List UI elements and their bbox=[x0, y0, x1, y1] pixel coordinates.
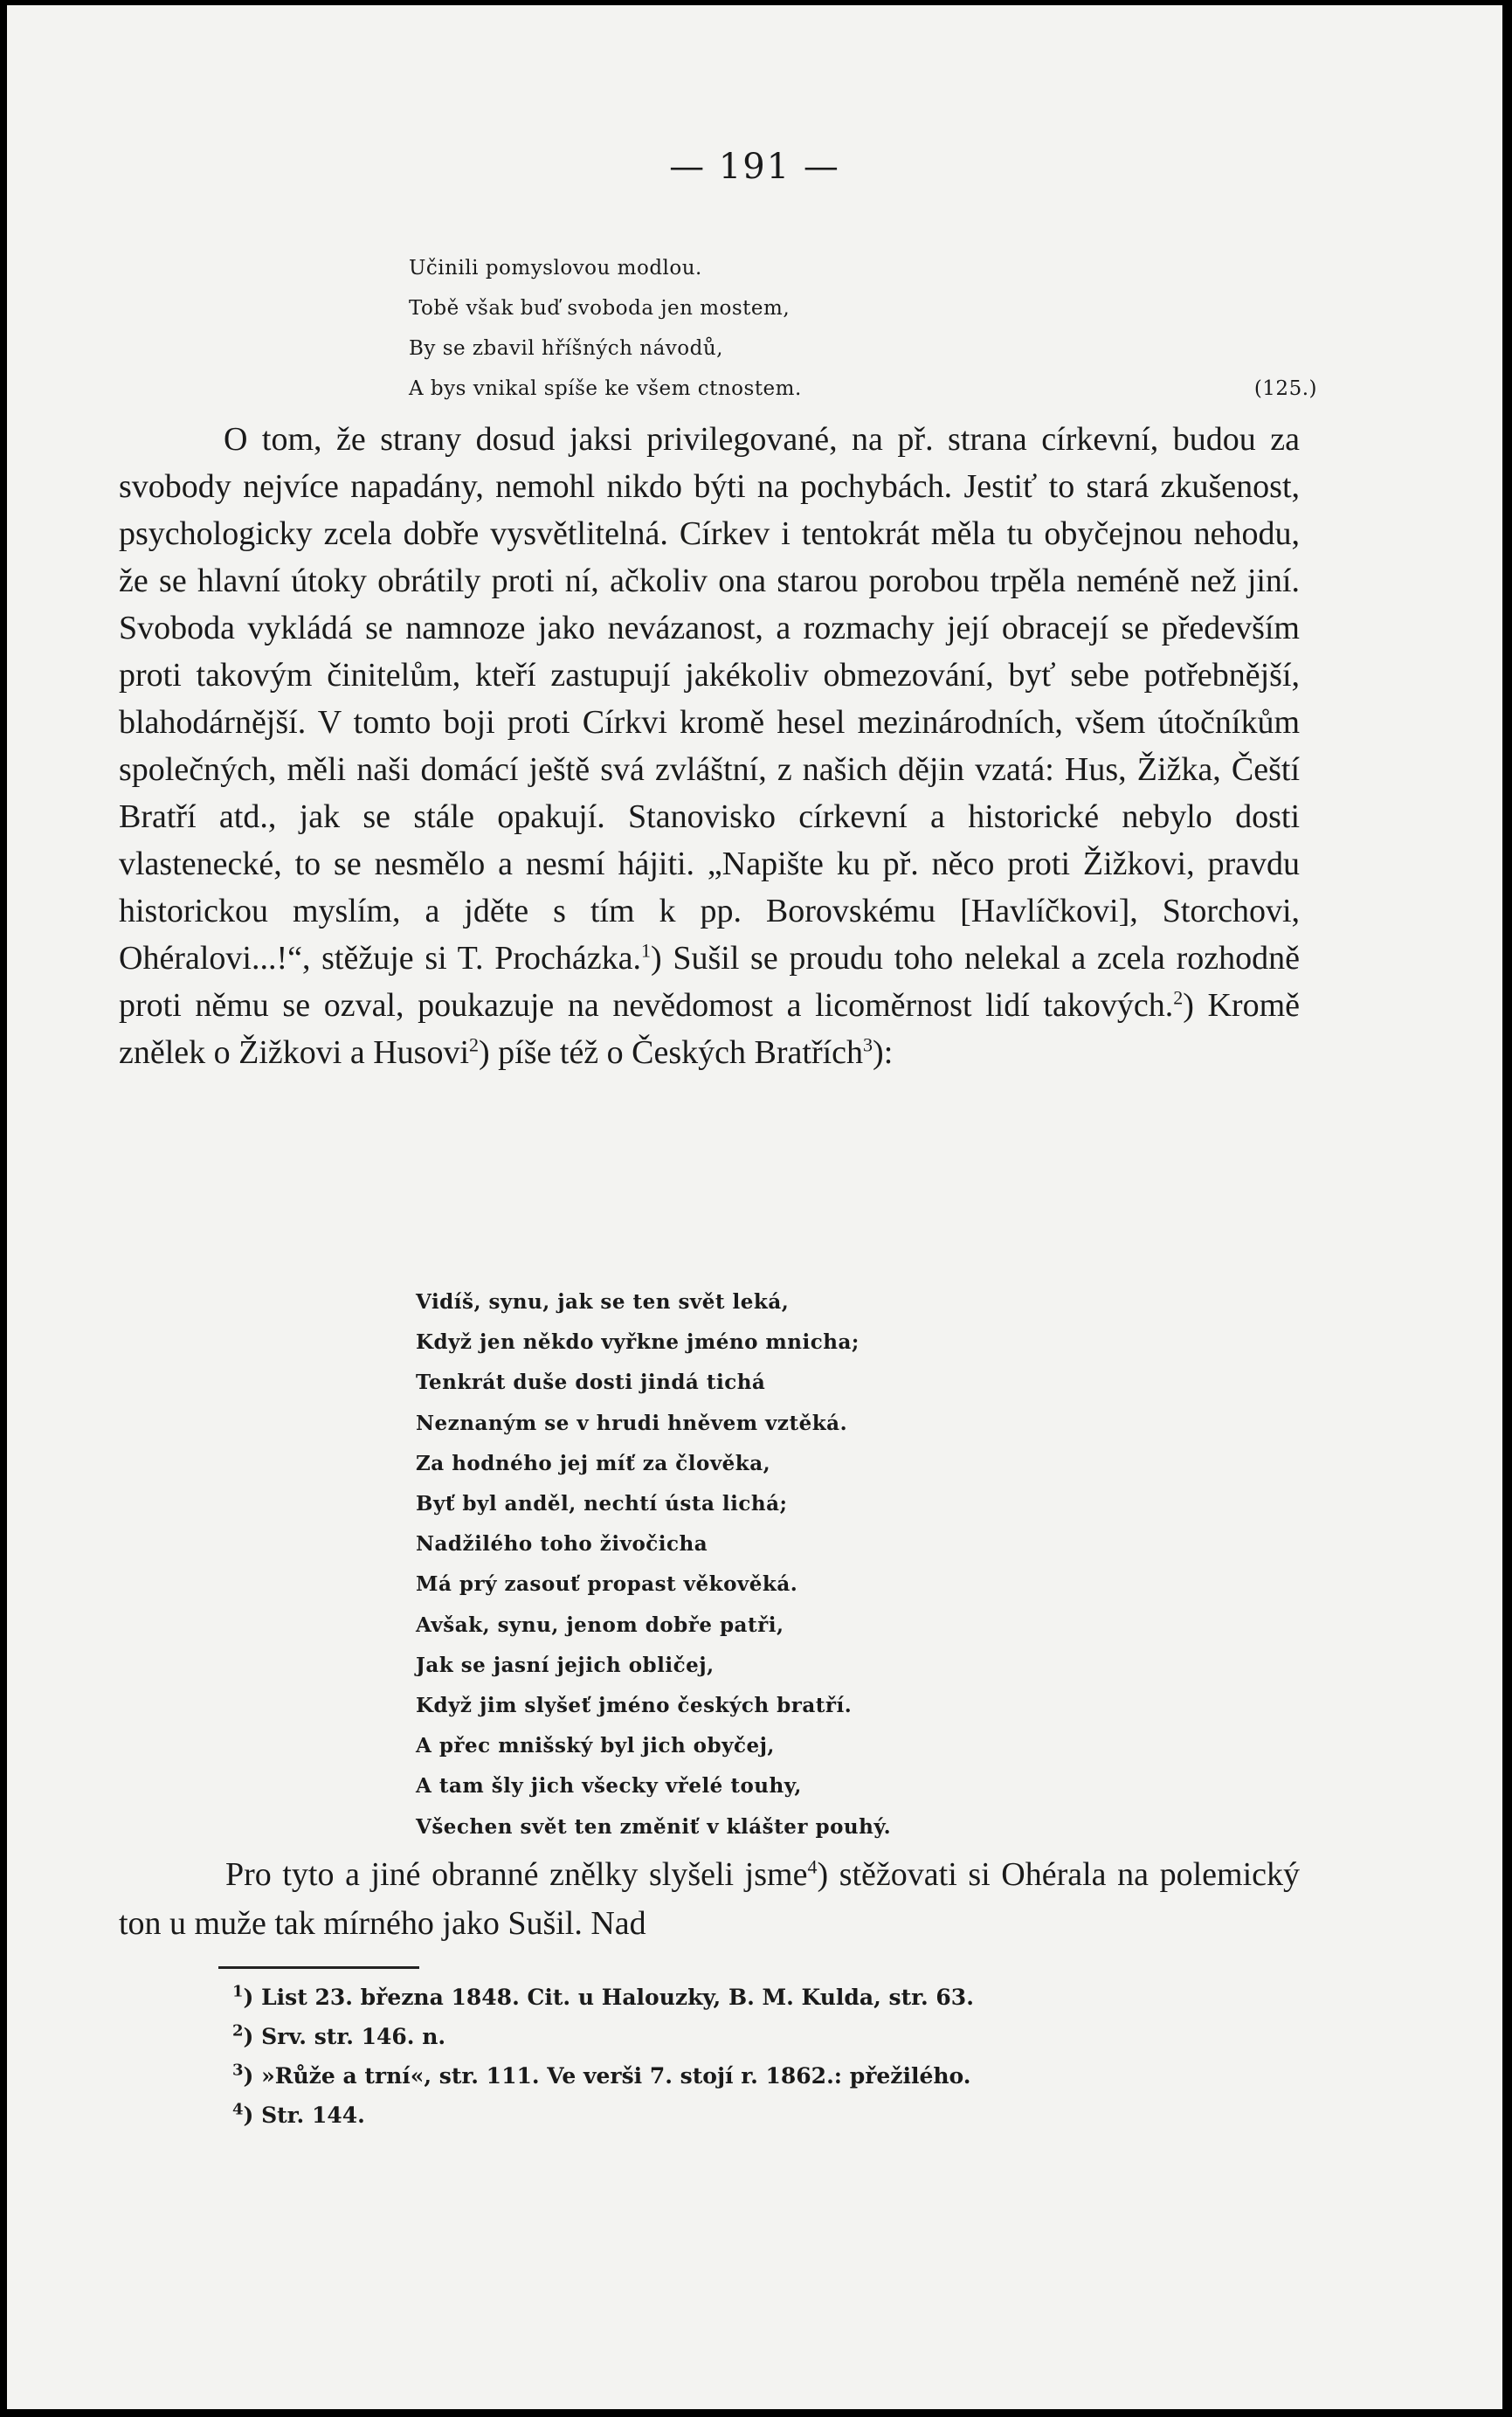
sonnet-line: Nadžilého toho živočicha bbox=[416, 1532, 708, 1557]
paragraph-text: ): bbox=[873, 1034, 894, 1071]
footnote bbox=[232, 2096, 1193, 2135]
sonnet-line: Když jen někdo vyřkne jméno mnicha; bbox=[416, 1330, 860, 1355]
footnote-text: ) List 23. března 1848. Cit. u Halouzky, B. M. Kulda, str. 63. bbox=[243, 1985, 974, 2010]
footnote bbox=[232, 2056, 1193, 2096]
footnote-text: ) Srv. str. 146. n. bbox=[243, 2024, 446, 2049]
body-paragraph bbox=[119, 1850, 1300, 1948]
sonnet-line: Když jim slyšeť jméno českých bratří. bbox=[416, 1694, 853, 1718]
paragraph-text: O tom, že strany dosud jaksi privilegované, na př. strana církevní, budou za svobody nejvíce napadány, nemohl nikdo býti na pochybách. Jestiť to stará zkušenost, psychologicky zcela dobře vysvětlitelná. Církev i tentokrát měla tu obyčejnou nehodu, že se hlavní útoky obrátily proti ní, ačkoliv ona starou porobou trpěla neméně než jiní. Svoboda vykládá se namnoze jako nevázanost, a rozmachy její obracejí se především proti takovým činitelům, kteří zastupují jakékoliv obmezování, byť sebe potřebnější, blahodárnější. V tomto boji proti Církvi kromě hesel mezinárodních, všem útočníkům společných, měli naši domácí ještě svá zvláštní, z našich dějin vzatá: Hus, Žižka, Čeští Bratří atd., jak se stále opakují. Stanovisko církevní a historické nebylo dosti vlastenecké, to se nesmělo a nesmí hájiti. „Napište ku př. něco proti Žižkovi, pravdu historickou myslím, a jděte s tím k pp. Borovskému [Havlíčkovi], Storchovi, Ohéralovi...!“, stěžuje si T. Procházka. bbox=[119, 421, 1300, 977]
footnote-ref: 2 bbox=[1173, 986, 1184, 1009]
footnote-text: ) Str. 144. bbox=[243, 2103, 365, 2128]
footnote-text: ) »Růže a trní«, str. 111. Ve verši 7. stojí r. 1862.: přežilého. bbox=[243, 2063, 971, 2089]
verse-line: Tobě však buď svoboda jen mostem, bbox=[409, 297, 791, 320]
verse-excerpt bbox=[409, 248, 1317, 409]
verse-number: (125.) bbox=[1253, 377, 1317, 400]
verse-line: Učinili pomyslovou modlou. bbox=[409, 257, 702, 280]
footnote-ref: 1 bbox=[641, 939, 651, 962]
body-paragraph bbox=[119, 416, 1300, 1076]
footnote bbox=[232, 1978, 1193, 2017]
sonnet-line: Má prý zasouť propast věkověká. bbox=[416, 1572, 798, 1597]
sonnet-line: Avšak, synu, jenom dobře patři, bbox=[416, 1612, 784, 1637]
paragraph-text: ) píše též o Českých Bratřích bbox=[479, 1034, 864, 1071]
verse-line-with-number bbox=[409, 369, 1317, 409]
sonnet-line: A přec mnišský byl jich obyčej, bbox=[416, 1734, 775, 1758]
sonnet-line: Byť byl anděl, nechtí ústa lichá; bbox=[416, 1492, 788, 1516]
footnote-ref: 4 bbox=[807, 1855, 818, 1878]
sonnet-line: Vidíš, synu, jak se ten svět leká, bbox=[416, 1290, 790, 1314]
sonnet bbox=[416, 1282, 1115, 1847]
sonnet-line: Tenkrát duše dosti jindá tichá bbox=[416, 1371, 766, 1395]
sonnet-line: Neznaným se v hrudi hněvem vztěká. bbox=[416, 1411, 848, 1435]
sonnet-line: Jak se jasní jejich obličej, bbox=[416, 1653, 715, 1677]
sonnet-line: Všechen svět ten změniť v klášter pouhý. bbox=[416, 1814, 892, 1839]
footnote-mark: 1 bbox=[232, 1982, 244, 2001]
paragraph-text: Pro tyto a jiné obranné znělky slyšeli jsme bbox=[225, 1856, 808, 1893]
page-number: — 191 — bbox=[669, 147, 840, 187]
sonnet-line: Za hodného jej míť za člověka, bbox=[416, 1451, 771, 1475]
verse-line: A bys vnikal spíše ke všem ctnostem. bbox=[409, 377, 802, 400]
sonnet-line: A tam šly jich všecky vřelé touhy, bbox=[416, 1774, 802, 1799]
footnote-ref: 3 bbox=[863, 1033, 873, 1056]
footnotes bbox=[232, 1978, 1193, 2135]
book-page bbox=[7, 5, 1502, 2409]
footnote-divider bbox=[218, 1966, 419, 1969]
verse-line: By se zbavil hříšných návodů, bbox=[409, 337, 723, 360]
footnote-mark: 3 bbox=[232, 2061, 244, 2080]
footnote-mark: 2 bbox=[232, 2021, 244, 2041]
paragraph-text: ) Kromě znělek o Žižkovi a Husovi bbox=[119, 987, 1300, 1071]
paragraph-text: ) stěžovati si Ohérala na polemický ton u muže tak mírného jako Sušil. Nad bbox=[119, 1856, 1300, 1942]
footnote bbox=[232, 2017, 1193, 2056]
footnote-mark: 4 bbox=[232, 2100, 244, 2119]
footnote-ref: 2 bbox=[469, 1033, 480, 1056]
paragraph-text: ) Sušil se proudu toho nelekal a zcela rozhodně proti němu se ozval, poukazuje na nevědomost a licoměrnost lidí takových. bbox=[119, 940, 1300, 1024]
